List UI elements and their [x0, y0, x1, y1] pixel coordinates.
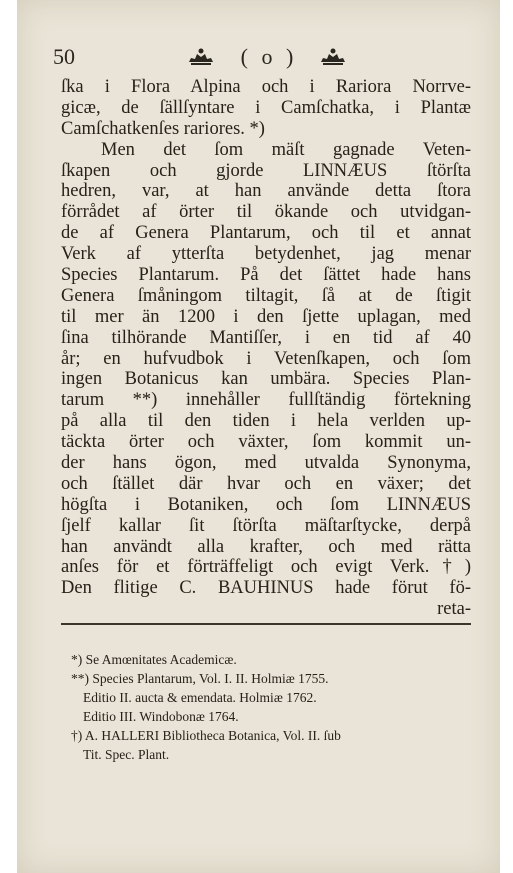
footnote-continuation: Tit. Spec. Plant. — [83, 747, 170, 762]
body-line: på alla til den tiden i hela verlden up- — [61, 411, 471, 432]
body-text — [61, 77, 471, 620]
crown-ornament-icon — [187, 46, 215, 66]
footnote-continuation: Editio II. aucta & emendata. Holmiæ 1762. — [83, 690, 317, 705]
page-header — [53, 44, 483, 74]
body-line: förrådet af örter til ökande och utvidgan- — [61, 202, 471, 223]
body-line: ſjelf kallar ſit ſtörſta mäſtarſtycke, derpå — [61, 515, 471, 536]
body-line: Men det ſom mäſt gagnade Veten- — [101, 139, 471, 160]
body-line: högſta i Botaniken, och ſom LINNÆUS — [61, 494, 471, 515]
footnote: **) Species Plantarum, Vol. I. II. Holmiæ 1755. — [71, 671, 329, 686]
body-line: täckta örter och växter, ſom kommit un- — [61, 432, 471, 453]
body-line: Den flitige C. BAUHINUS hade förut fö- — [61, 578, 471, 599]
body-line: anſes för et förträffeligt och evigt Verk.†) — [61, 557, 471, 578]
body-line: år; en hufvudbok i Vetenſkapen, och ſom — [61, 348, 471, 369]
body-line: der hans ögon, med utvalda Synonyma, — [61, 453, 471, 474]
body-line: och ſtället där hvar och en växer; det — [61, 473, 471, 494]
page-number: 50 — [53, 44, 75, 69]
book-page — [17, 0, 500, 873]
body-line: ſina tilhörande Mantiſſer, i en tid af 40 — [61, 327, 471, 348]
body-line: han användt alla krafter, och med rätta — [61, 536, 471, 557]
body-line: Verk af ytterſta betydenhet, jag menar — [61, 244, 471, 265]
body-line: Camſchatkenſes rariores. *) — [61, 118, 265, 139]
footnote: *) Se Amœnitates Academicæ. — [71, 652, 237, 667]
body-line: ſkapen och gjorde LINNÆUS ſtörſta — [61, 160, 471, 181]
footnote: †) A. HALLERI Bibliotheca Botanica, Vol. II. ſub — [71, 728, 341, 743]
body-line: gicæ, de ſällſyntare i Camſchatka, i Plantæ — [61, 97, 471, 118]
footnote-divider — [61, 623, 471, 625]
body-line: hedren, var, at han använde detta ſtora — [61, 181, 471, 202]
body-line: ſka i Flora Alpina och i Rariora Norrve- — [61, 77, 471, 97]
footnote-continuation: Editio III. Windobonæ 1764. — [83, 709, 239, 724]
body-line: tarum **) innehåller fullſtändig förtekning — [61, 390, 471, 411]
body-line: Species Plantarum. På det ſättet hade hans — [61, 265, 471, 286]
footnotes — [71, 650, 461, 764]
crown-ornament-icon — [319, 46, 347, 66]
body-line: Genera ſmåningom tiltagit, ſå at de ſtigit — [61, 285, 471, 306]
body-line: ingen Botanicus kan umbära. Species Plan- — [61, 369, 471, 390]
catchword: reta- — [437, 599, 471, 620]
header-ornament-text: ( o ) — [240, 44, 298, 69]
body-line: til mer än 1200 i den ſjette uplagan, med — [61, 306, 471, 327]
body-line: de af Genera Plantarum, och til et annat — [61, 223, 471, 244]
